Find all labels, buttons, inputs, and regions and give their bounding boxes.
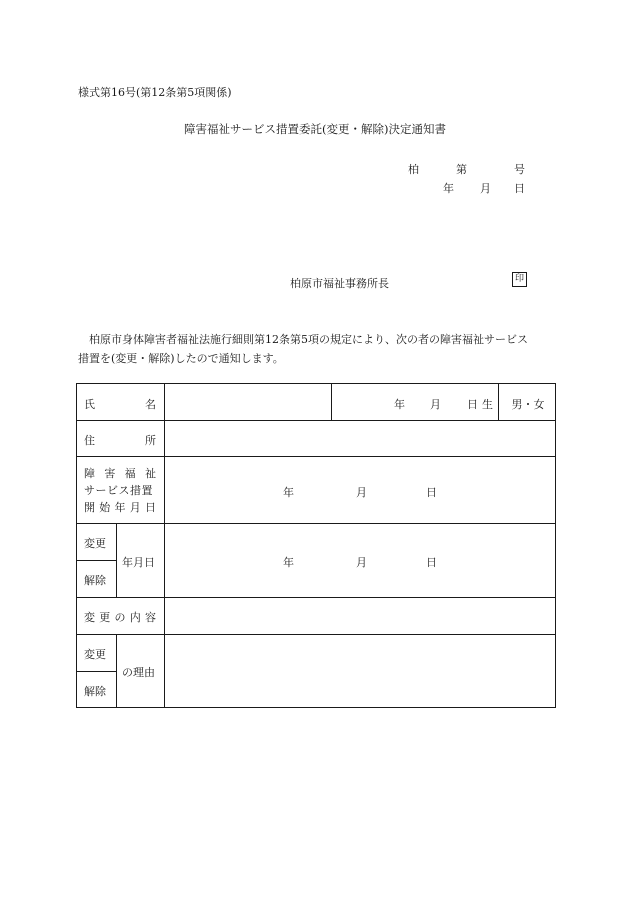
table-border-top	[76, 383, 556, 384]
cancel-label: 解除	[84, 574, 106, 587]
change-label: 変更	[84, 537, 106, 550]
table-border-bottom	[76, 707, 556, 708]
column-line	[331, 383, 332, 421]
seal-box: 印	[512, 272, 527, 287]
date-label: 年月日	[122, 556, 155, 569]
label-char: 氏	[84, 398, 95, 411]
label-char: 祉	[144, 467, 156, 480]
body-line-2: 措置を(変更・解除)したので通知します。	[78, 352, 284, 365]
label-char: の	[114, 611, 126, 624]
label-char: 名	[145, 398, 156, 411]
column-line	[116, 634, 117, 708]
label-char: 変	[84, 611, 95, 624]
row-line	[76, 597, 556, 598]
label-char: 障	[84, 467, 95, 480]
label-char: 月	[129, 501, 141, 514]
change-date-month: 月	[356, 556, 367, 569]
start-label-line-1	[84, 465, 156, 481]
column-line	[164, 383, 165, 708]
label-char: 福	[124, 467, 136, 480]
date-year: 年	[443, 182, 454, 195]
label-char: 年	[114, 501, 126, 514]
label-char: 開	[84, 501, 95, 514]
label-char: 内	[129, 611, 141, 624]
row-line	[76, 634, 556, 635]
birth-month: 月	[430, 398, 441, 411]
form-number: 様式第16号(第12条第5項関係)	[78, 86, 232, 99]
start-label-line-2: サービス措置	[84, 484, 153, 497]
form-table	[76, 383, 556, 708]
doc-number-prefix: 柏	[408, 163, 419, 176]
label-char: 住	[84, 434, 95, 447]
change-date-day: 日	[426, 556, 437, 569]
reason-cancel-label: 解除	[84, 685, 106, 698]
body-text	[78, 330, 559, 368]
doc-number-go: 号	[514, 163, 525, 176]
row-line	[76, 420, 556, 421]
birth-day: 日	[467, 398, 478, 411]
row-line	[76, 523, 556, 524]
birth-sei: 生	[482, 398, 493, 411]
start-label-line-3	[84, 499, 156, 515]
row-line	[76, 560, 116, 561]
date-day: 日	[514, 182, 525, 195]
start-date-month: 月	[356, 486, 367, 499]
label-char: 日	[145, 501, 156, 514]
start-date-year: 年	[283, 486, 294, 499]
document-title: 障害福祉サービス措置委託(変更・解除)決定通知書	[184, 122, 446, 136]
label-char: 始	[99, 501, 111, 514]
table-border-right	[555, 383, 556, 708]
label-char: 更	[99, 611, 111, 624]
doc-number-dai: 第	[456, 163, 467, 176]
name-label	[84, 396, 156, 412]
label-char: 害	[104, 467, 116, 480]
content-label	[84, 609, 156, 625]
column-line	[498, 383, 499, 421]
date-month: 月	[480, 182, 491, 195]
change-date-year: 年	[283, 556, 294, 569]
gender-field: 男・女	[511, 398, 545, 411]
birth-year: 年	[394, 398, 405, 411]
reason-change-label: 変更	[84, 648, 106, 661]
body-line-1: 柏原市身体障害者福祉法施行細則第12条第5項の規定により、次の者の障害福祉サービス	[89, 333, 528, 346]
address-label	[84, 432, 156, 448]
table-border-left	[76, 383, 77, 708]
start-date-day: 日	[426, 486, 437, 499]
row-line	[76, 671, 116, 672]
label-char: 所	[145, 434, 156, 447]
reason-label: の理由	[122, 666, 155, 679]
row-line	[76, 456, 556, 457]
issuer-name: 柏原市福祉事務所長	[290, 277, 389, 290]
label-char: 容	[145, 611, 156, 624]
column-line	[116, 523, 117, 598]
